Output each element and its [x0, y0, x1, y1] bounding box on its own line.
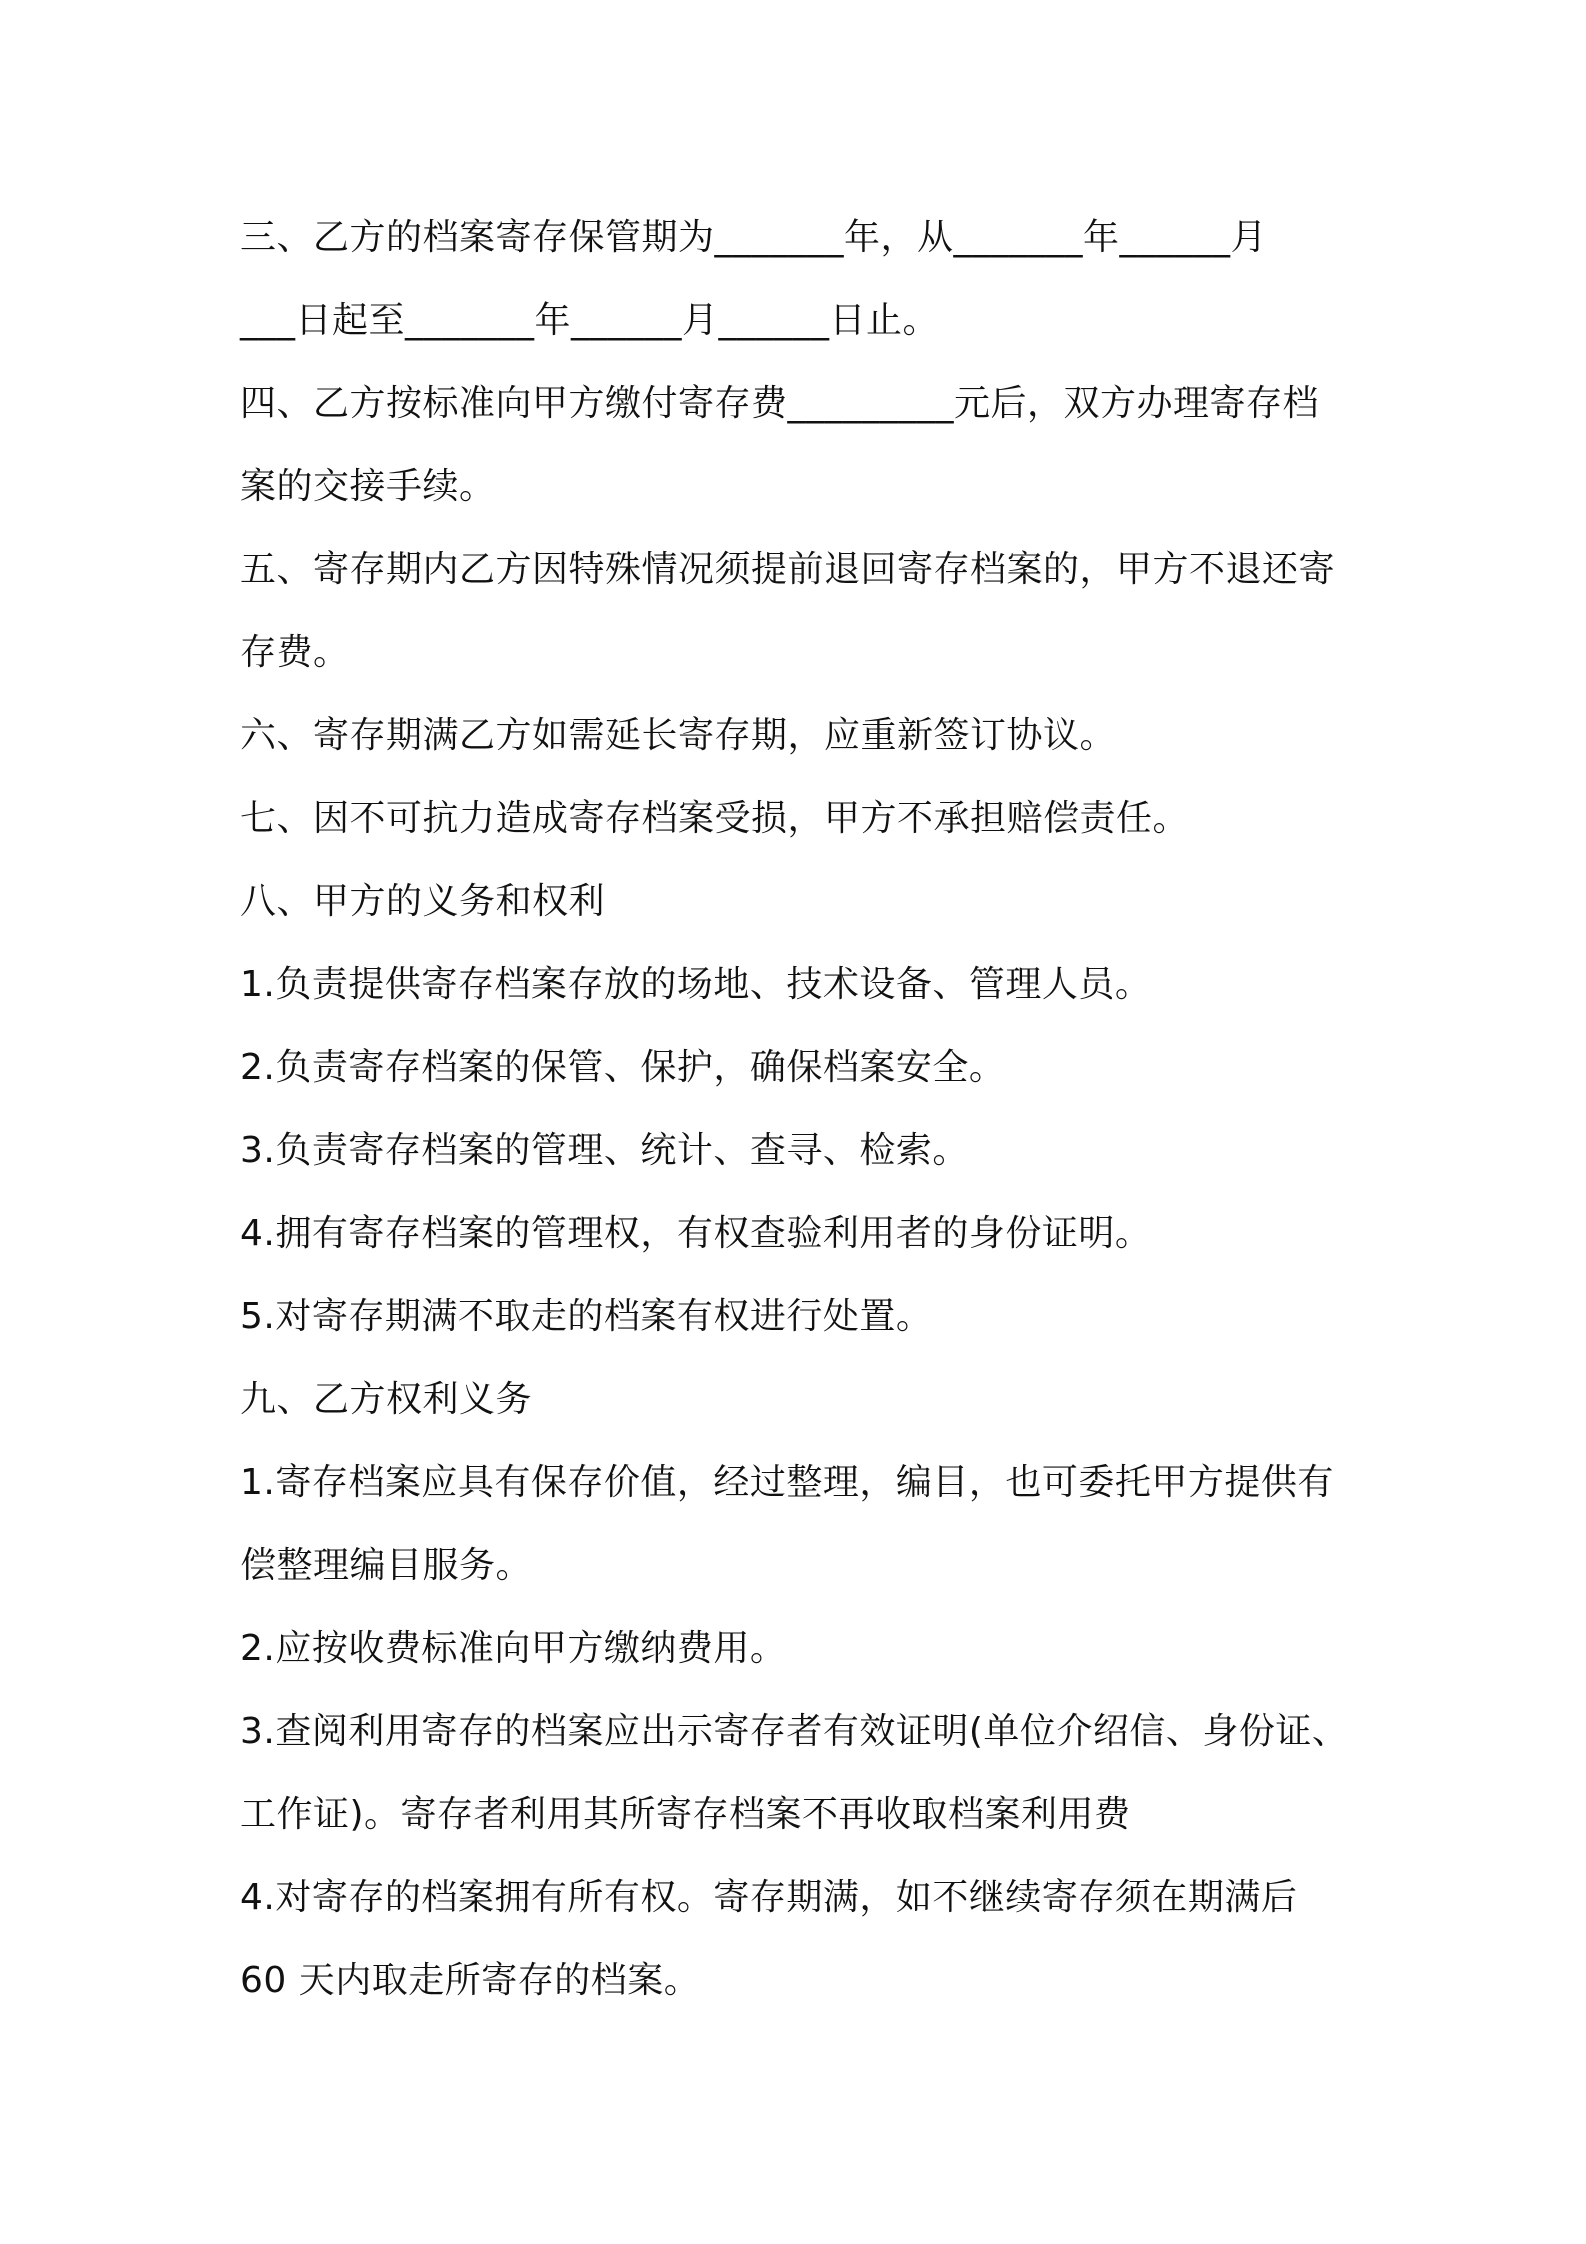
section-9-item-3-line-2: 工作证)。寄存者利用其所寄存档案不再收取档案利用费 — [240, 1794, 1131, 1835]
clause-7: 七、因不可抗力造成寄存档案受损，甲方不承担赔偿责任。 — [240, 798, 1190, 839]
section-9-item-4-line-2: 60 天内取走所寄存的档案。 — [240, 1960, 701, 2001]
section-9-item-4-line-1: 4.对寄存的档案拥有所有权。寄存期满，如不继续寄存须在期满后 — [240, 1877, 1298, 1918]
section-9-item-3-line-1: 3.查阅利用寄存的档案应出示寄存者有效证明(单位介绍信、身份证、 — [240, 1711, 1349, 1752]
clause-3-line-1: 三、乙方的档案寄存保管期为_______年，从_______年______月 — [240, 217, 1268, 258]
section-8-heading: 八、甲方的义务和权利 — [240, 881, 606, 922]
clause-6: 六、寄存期满乙方如需延长寄存期，应重新签订协议。 — [240, 715, 1117, 756]
clause-3-line-2: ___日起至_______年______月______日止。 — [240, 300, 940, 341]
section-8-item-4: 4.拥有寄存档案的管理权，有权查验利用者的身份证明。 — [240, 1213, 1152, 1254]
section-9-item-1-line-1: 1.寄存档案应具有保存价值，经过整理，编目，也可委托甲方提供有 — [240, 1462, 1334, 1503]
clause-5-line-1: 五、寄存期内乙方因特殊情况须提前退回寄存档案的，甲方不退还寄 — [240, 549, 1336, 590]
section-8-item-1: 1.负责提供寄存档案存放的场地、技术设备、管理人员。 — [240, 964, 1152, 1005]
document-body — [240, 196, 1370, 2022]
section-9-heading: 九、乙方权利义务 — [240, 1379, 533, 1420]
section-9-item-2: 2.应按收费标准向甲方缴纳费用。 — [240, 1628, 787, 1669]
section-8-item-2: 2.负责寄存档案的保管、保护，确保档案安全。 — [240, 1047, 1006, 1088]
clause-5-line-2: 存费。 — [240, 632, 350, 673]
section-9-item-1-line-2: 偿整理编目服务。 — [240, 1545, 533, 1586]
clause-4-line-1: 四、乙方按标准向甲方缴付寄存费_________元后，双方办理寄存档 — [240, 383, 1320, 424]
clause-4-line-2: 案的交接手续。 — [240, 466, 496, 507]
section-8-item-3: 3.负责寄存档案的管理、统计、查寻、检索。 — [240, 1130, 969, 1171]
section-8-item-5: 5.对寄存期满不取走的档案有权进行处置。 — [240, 1296, 933, 1337]
